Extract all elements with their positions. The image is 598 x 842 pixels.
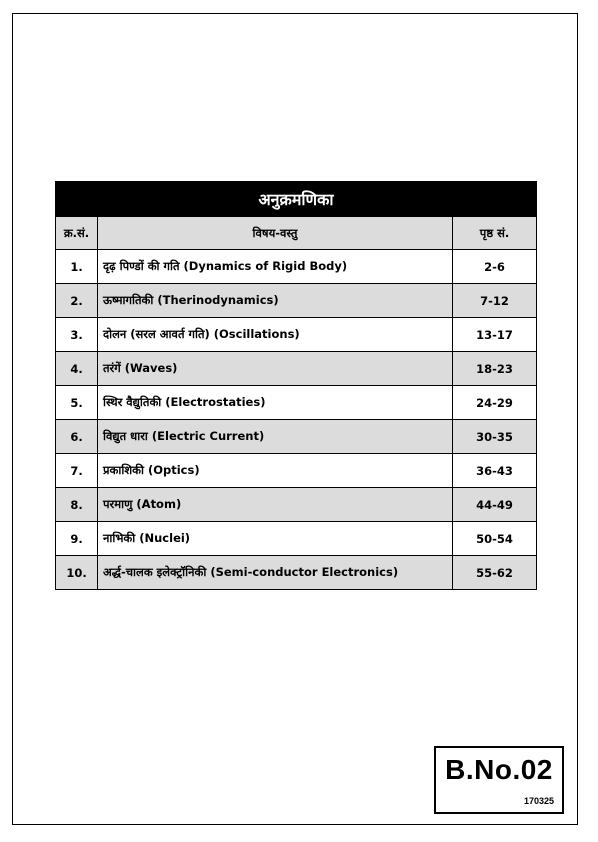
row-pages: 18-23 [453, 352, 537, 386]
table-row [56, 522, 537, 556]
header-page-no: पृष्ठ सं. [453, 217, 537, 250]
row-pages: 50-54 [453, 522, 537, 556]
row-serial-no: 9. [56, 522, 98, 556]
row-topic: ऊष्मागतिकी (Therinodynamics) [98, 284, 453, 318]
table-row [56, 420, 537, 454]
row-serial-no: 8. [56, 488, 98, 522]
header-topic: विषय-वस्तु [98, 217, 453, 250]
table-row [56, 250, 537, 284]
row-pages: 30-35 [453, 420, 537, 454]
row-serial-no: 1. [56, 250, 98, 284]
row-serial-no: 2. [56, 284, 98, 318]
header-row [56, 217, 537, 250]
row-topic: दृढ़ पिण्डों की गति (Dynamics of Rigid Body) [98, 250, 453, 284]
row-pages: 13-17 [453, 318, 537, 352]
row-pages: 55-62 [453, 556, 537, 590]
row-serial-no: 10. [56, 556, 98, 590]
row-topic: तरंगें (Waves) [98, 352, 453, 386]
row-topic: दोलन (सरल आवर्त गति) (Oscillations) [98, 318, 453, 352]
row-topic: नाभिकी (Nuclei) [98, 522, 453, 556]
row-pages: 24-29 [453, 386, 537, 420]
row-topic: स्थिर वैद्युतिकी (Electrostaties) [98, 386, 453, 420]
table-row [56, 488, 537, 522]
row-topic: अर्द्ध-चालक इलेक्ट्रॉनिकी (Semi-conductor Electronics) [98, 556, 453, 590]
row-serial-no: 4. [56, 352, 98, 386]
table-row [56, 318, 537, 352]
row-topic: प्रकाशिकी (Optics) [98, 454, 453, 488]
batch-number: B.No.02 [445, 754, 553, 785]
table-row [56, 556, 537, 590]
table-row [56, 386, 537, 420]
row-serial-no: 5. [56, 386, 98, 420]
row-pages: 36-43 [453, 454, 537, 488]
index-table [55, 181, 537, 590]
batch-number-box [434, 746, 564, 814]
row-serial-no: 6. [56, 420, 98, 454]
row-serial-no: 7. [56, 454, 98, 488]
index-title: अनुक्रमणिका [56, 182, 537, 217]
row-pages: 44-49 [453, 488, 537, 522]
row-topic: परमाणु (Atom) [98, 488, 453, 522]
table-row [56, 454, 537, 488]
row-serial-no: 3. [56, 318, 98, 352]
batch-code: 170325 [523, 796, 554, 806]
row-pages: 7-12 [453, 284, 537, 318]
row-pages: 2-6 [453, 250, 537, 284]
table-row [56, 284, 537, 318]
row-topic: विद्युत धारा (Electric Current) [98, 420, 453, 454]
header-serial-no: क्र.सं. [56, 217, 98, 250]
index-title-row [56, 182, 537, 217]
table-row [56, 352, 537, 386]
